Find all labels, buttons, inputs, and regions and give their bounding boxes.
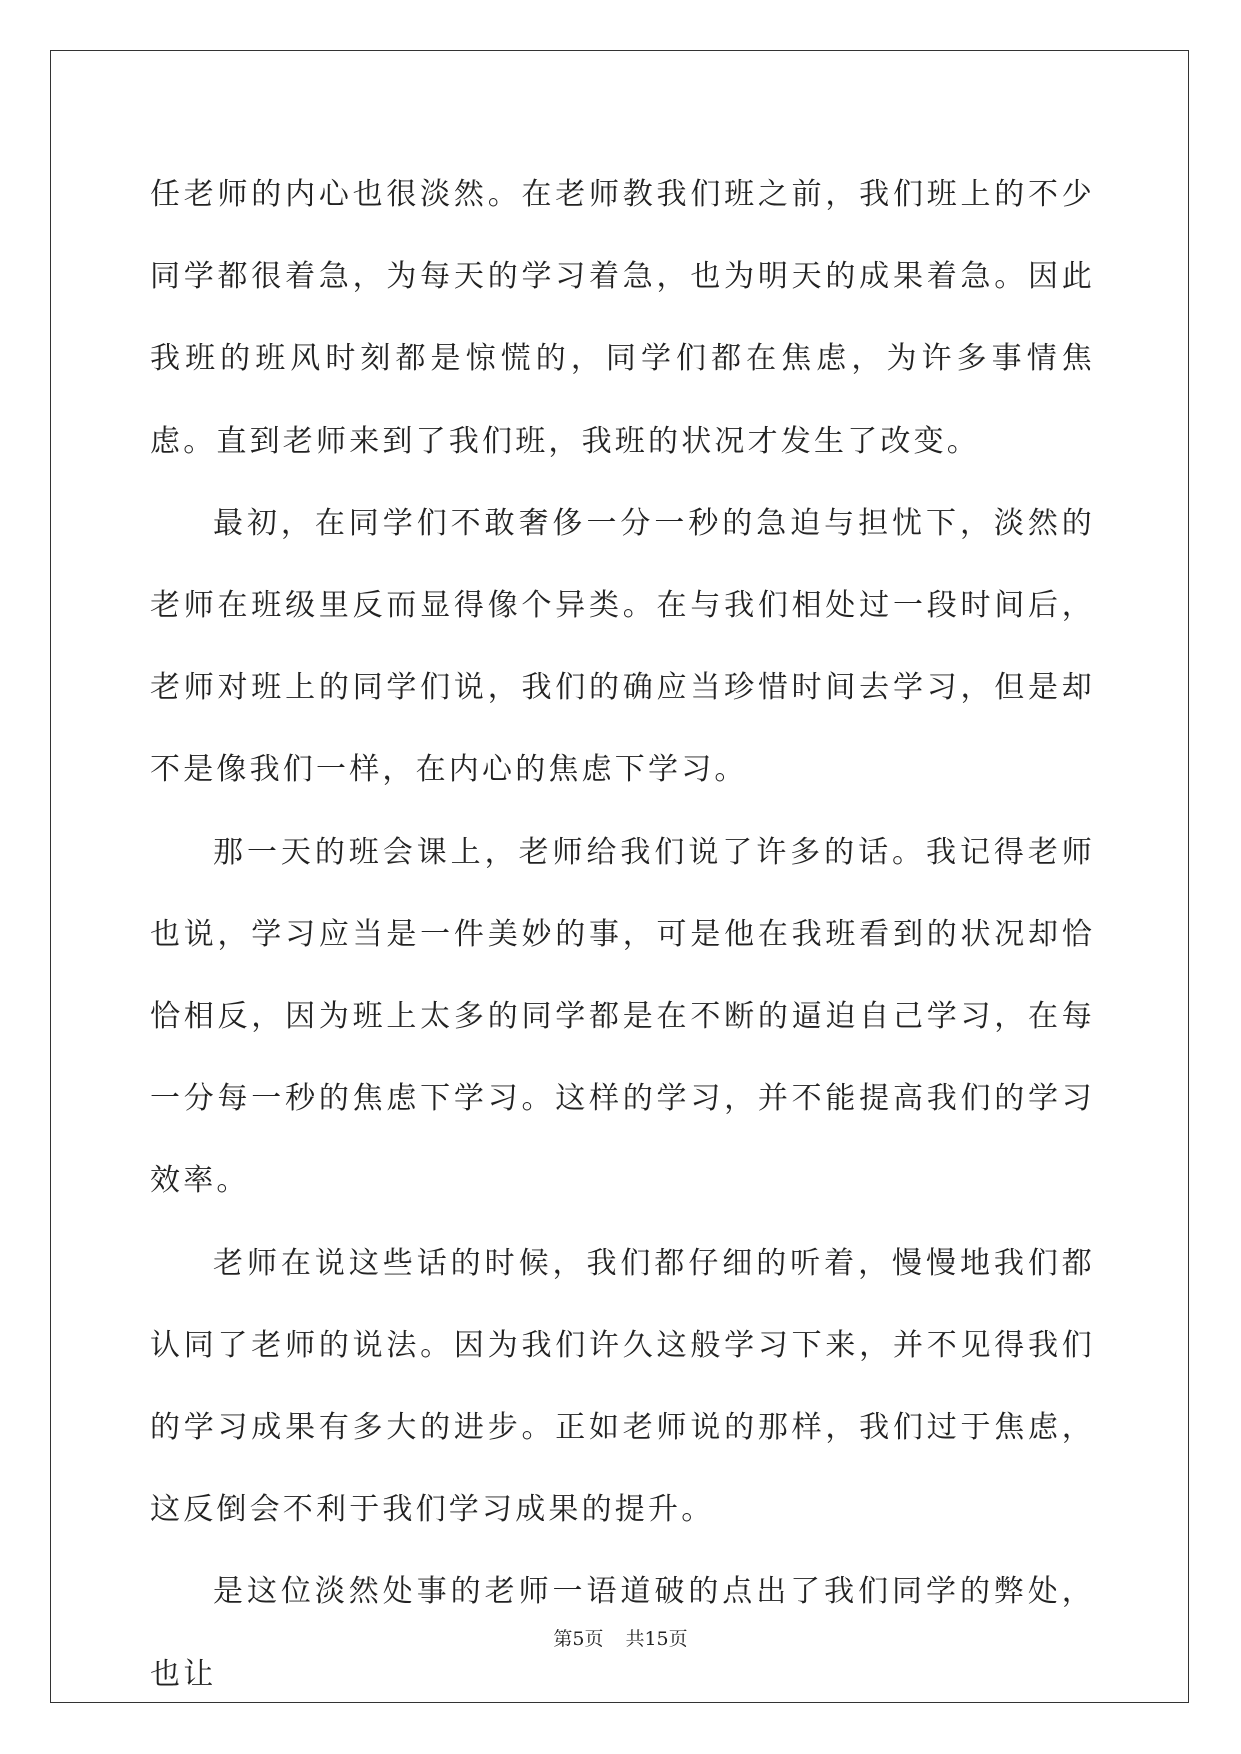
paragraph-3: 那一天的班会课上，老师给我们说了许多的话。我记得老师也说，学习应当是一件美妙的事，可是他在我班看到的状况却恰恰相反，因为班上太多的同学都是在不断的逼迫自己学习，在每一分每一秒的焦虑下学习。这样的学习，并不能提高我们的学习效率。 bbox=[150, 834, 1095, 1199]
page-total: 共15页 bbox=[625, 1628, 688, 1650]
paragraph-2: 最初，在同学们不敢奢侈一分一秒的急迫与担忧下，淡然的老师在班级里反而显得像个异类。在与我们相处过一段时间后，老师对班上的同学们说，我们的确应当珍惜时间去学习，但是却不是像我们一样，在内心的焦虑下学习。 bbox=[150, 505, 1095, 788]
paragraph-5: 是这位淡然处事的老师一语道破的点出了我们同学的弊处，也让 bbox=[150, 1574, 1095, 1692]
paragraph-4: 老师在说这些话的时候，我们都仔细的听着，慢慢地我们都认同了老师的说法。因为我们许久这般学习下来，并不见得我们的学习成果有多大的进步。正如老师说的那样，我们过于焦虑，这反倒会不利于我们学习成果的提升。 bbox=[150, 1245, 1095, 1528]
paragraph-1: 任老师的内心也很淡然。在老师教我们班之前，我们班上的不少同学都很着急，为每天的学习着急，也为明天的成果着急。因此我班的班风时刻都是惊慌的，同学们都在焦虑，为许多事情焦虑。直到老师来到了我们班，我班的状况才发生了改变。 bbox=[150, 177, 1095, 459]
page-footer bbox=[0, 1624, 1241, 1651]
document-body bbox=[150, 154, 1095, 1716]
page-number: 第5页 bbox=[553, 1628, 604, 1650]
